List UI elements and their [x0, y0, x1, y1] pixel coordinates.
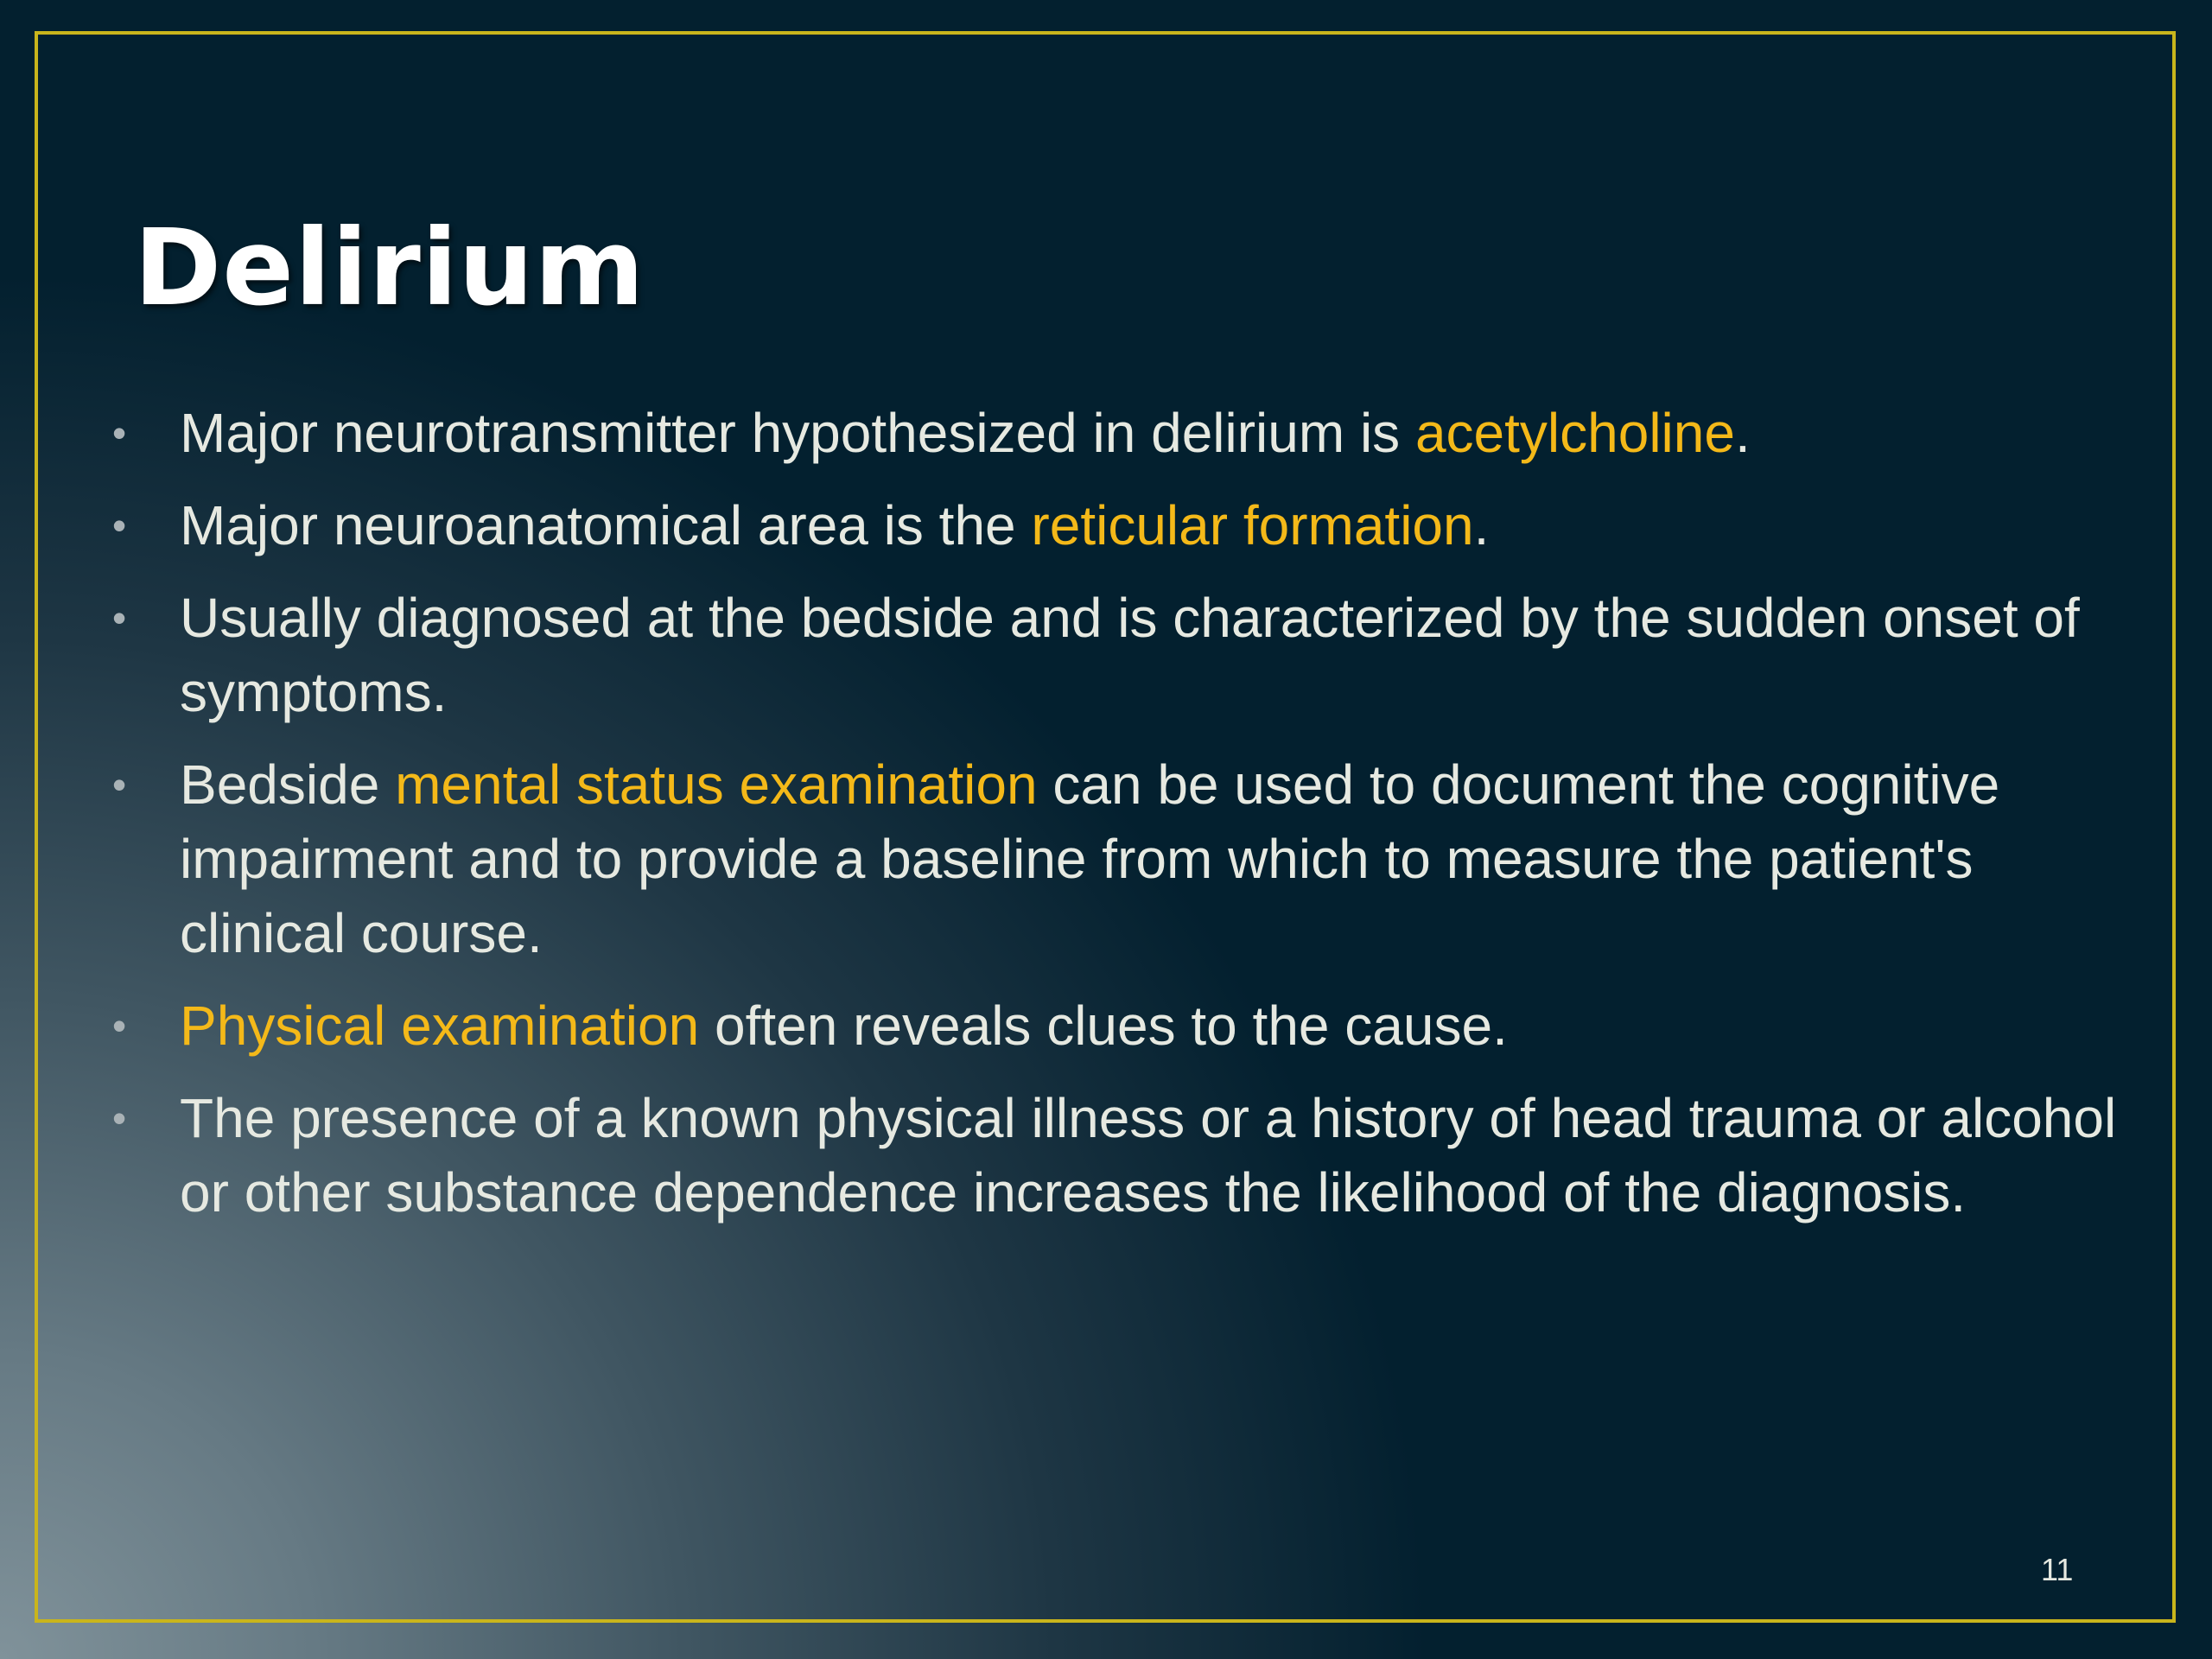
bullet-icon: • — [112, 762, 127, 807]
bullet-text: . — [1473, 494, 1490, 556]
bullet-item — [112, 581, 2126, 729]
bullet-item — [112, 1081, 2126, 1230]
highlighted-term: Physical examination — [180, 995, 700, 1057]
bullet-icon: • — [112, 503, 127, 548]
bullet-text: Major neurotransmitter hypothesized in delirium is — [180, 402, 1415, 464]
bullet-item — [112, 396, 2126, 470]
highlighted-term: reticular formation — [1031, 494, 1474, 556]
bullet-text: Bedside — [180, 753, 396, 816]
bullet-item — [112, 747, 2126, 970]
highlighted-term: mental status examination — [395, 753, 1038, 816]
bullet-icon: • — [112, 1096, 127, 1141]
bullet-icon: • — [112, 595, 127, 640]
bullet-text: can be used to document the cognitive impairment and to provide a baseline from which to measure the patient's clinical course. — [180, 753, 2000, 964]
bullet-item — [112, 488, 2126, 563]
bullet-item — [112, 988, 2126, 1063]
bullet-icon: • — [112, 1003, 127, 1048]
bullet-text: often reveals clues to the cause. — [699, 995, 1508, 1057]
bullet-list — [112, 396, 2126, 1248]
page-number: 11 — [2041, 1552, 2074, 1587]
bullet-text: . — [1734, 402, 1751, 464]
slide-title: Delirium — [134, 207, 645, 329]
bullet-icon: • — [112, 410, 127, 455]
bullet-text: Usually diagnosed at the bedside and is characterized by the sudden onset of symptoms. — [180, 587, 2080, 723]
bullet-text: Major neuroanatomical area is the — [180, 494, 1032, 556]
highlighted-term: acetylcholine — [1414, 402, 1735, 464]
bullet-text: The presence of a known physical illness or a history of head trauma or alcohol or other substance dependence increases the likelihood of the diagnosis. — [180, 1087, 2117, 1224]
